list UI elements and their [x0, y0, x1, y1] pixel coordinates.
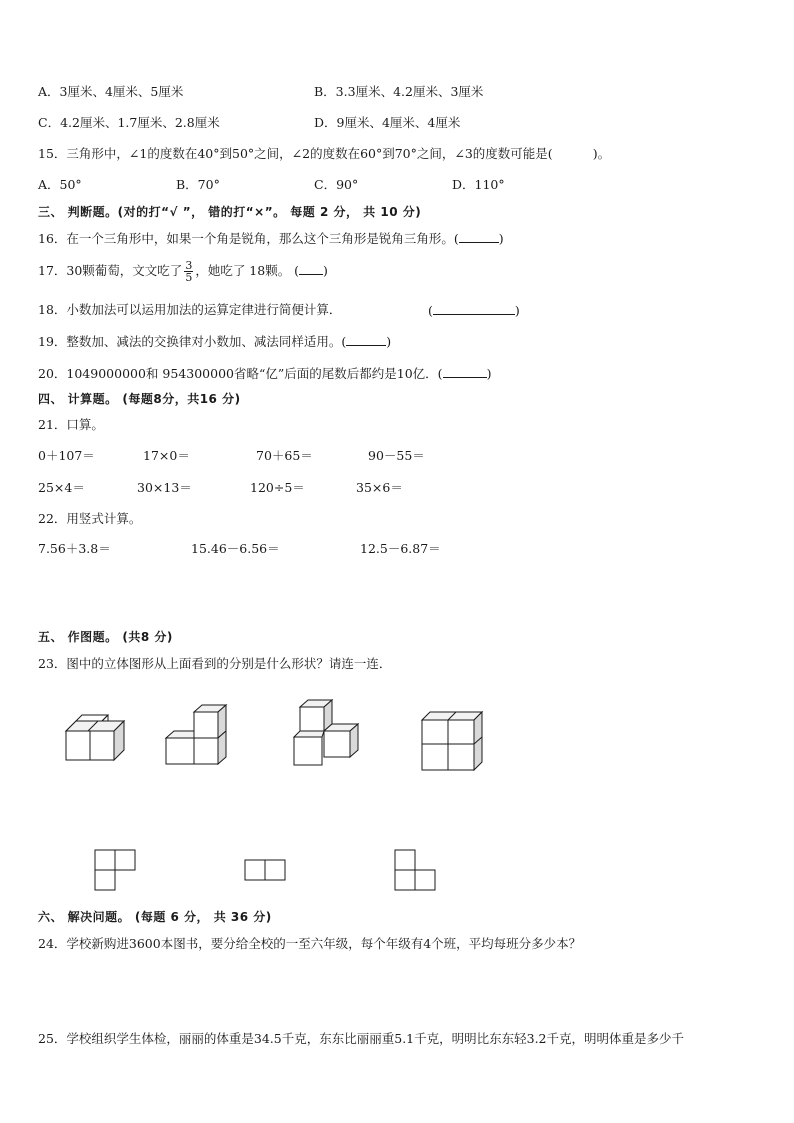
question-17-text-2: ，她吃了 18颗。 (	[195, 263, 300, 278]
question-25-text: 25．学校组织学生体检，丽丽的体重是34.5千克，东东比丽丽重5.1千克，明明比东东轻3.2千克，明明体重是多少千	[38, 1031, 684, 1046]
q15-option-d: D．110°	[452, 177, 505, 192]
question-15-text: 15．三角形中，∠1的度数在40°到50°之间，∠2的度数在60°到70°之间，∠3的度数可能是(	[38, 146, 553, 161]
fraction-3-5	[184, 260, 193, 283]
question-16-answer-blank[interactable]	[459, 230, 499, 243]
question-18-close: )	[514, 303, 520, 318]
question-17-close: )	[323, 263, 328, 278]
solid-figure-2	[164, 702, 234, 782]
fraction-denominator: 5	[185, 271, 193, 284]
question-16-close: )	[498, 231, 504, 246]
oral-calc-item: 17×0＝	[143, 448, 190, 463]
top-view-shape-3	[394, 849, 444, 899]
question-16-text: 16．在一个三角形中，如果一个角是锐角，那么这个三角形是锐角三角形。(	[38, 231, 459, 246]
section-5-heading: 五、 作图题。 (共8 分)	[38, 630, 173, 644]
oral-calc-item: 90－55＝	[368, 448, 425, 463]
q14-option-d: D．9厘米、4厘米、4厘米	[314, 115, 461, 130]
q15-option-c: C．90°	[314, 177, 359, 192]
q15-option-a: A．50°	[38, 177, 82, 192]
oral-calc-item: 30×13＝	[137, 480, 192, 495]
question-15-close: )。	[592, 146, 611, 161]
question-18-answer-blank[interactable]	[433, 302, 515, 315]
question-20-text: 20．1049000000和 954300000省略“亿”后面的尾数后都约是10亿．(	[38, 366, 443, 381]
oral-calc-item: 35×6＝	[356, 480, 403, 495]
oral-calc-item: 0＋107＝	[38, 448, 95, 463]
question-24-text: 24．学校新购进3600本图书，要分给全校的一至六年级，每个年级有4个班，平均每班分多少本？	[38, 936, 582, 951]
question-19	[38, 333, 391, 350]
question-20-answer-blank[interactable]	[443, 365, 487, 378]
question-21-title: 21．口算。	[38, 417, 104, 432]
question-18-open: (	[428, 303, 433, 318]
question-19-close: )	[386, 334, 392, 349]
q15-option-b: B．70°	[176, 177, 220, 192]
question-17	[38, 258, 328, 284]
question-15	[38, 146, 610, 162]
oral-calc-item: 70＋65＝	[256, 448, 313, 463]
solid-figure-3	[290, 697, 370, 777]
question-16	[38, 230, 504, 247]
question-19-text: 19．整数加、减法的交换律对小数加、减法同样适用。(	[38, 334, 347, 349]
vertical-calc-item: 15.46－6.56＝	[191, 541, 280, 556]
question-23-text: 23．图中的立体图形从上面看到的分别是什么形状？请连一连．	[38, 656, 392, 671]
question-19-answer-blank[interactable]	[346, 333, 386, 346]
question-18-answer	[428, 302, 520, 319]
section-4-heading: 四、 计算题。 (每题8分，共16 分)	[38, 392, 241, 406]
top-view-shape-2	[244, 859, 294, 889]
question-17-text: 17．30颗葡萄，文文吃了	[38, 263, 183, 278]
vertical-calc-item: 12.5－6.87＝	[360, 541, 441, 556]
question-18-text: 18．小数加法可以运用加法的运算定律进行简便计算．	[38, 302, 342, 317]
oral-calc-item: 25×4＝	[38, 480, 85, 495]
solid-figure-1	[62, 714, 132, 784]
top-view-shape-1	[94, 849, 144, 899]
question-18	[38, 302, 341, 318]
q14-option-a: A．3厘米、4厘米、5厘米	[38, 84, 184, 99]
question-17-answer-blank[interactable]	[299, 262, 323, 275]
question-22-title: 22．用竖式计算。	[38, 511, 142, 526]
q14-option-c: C．4.2厘米、1.7厘米、2.8厘米	[38, 115, 220, 130]
question-20	[38, 365, 491, 382]
q14-option-b: B．3.3厘米、4.2厘米、3厘米	[314, 84, 484, 99]
oral-calc-item: 120÷5＝	[250, 480, 305, 495]
vertical-calc-item: 7.56＋3.8＝	[38, 541, 111, 556]
section-3-heading: 三、 判断题。(对的打“√ ”， 错的打“×”。 每题 2 分， 共 10 分)	[38, 205, 422, 219]
section-6-heading: 六、 解决问题。 (每题 6 分， 共 36 分)	[38, 910, 272, 924]
fraction-numerator: 3	[185, 259, 193, 272]
question-20-close: )	[486, 366, 492, 381]
solid-figure-4	[420, 708, 490, 778]
